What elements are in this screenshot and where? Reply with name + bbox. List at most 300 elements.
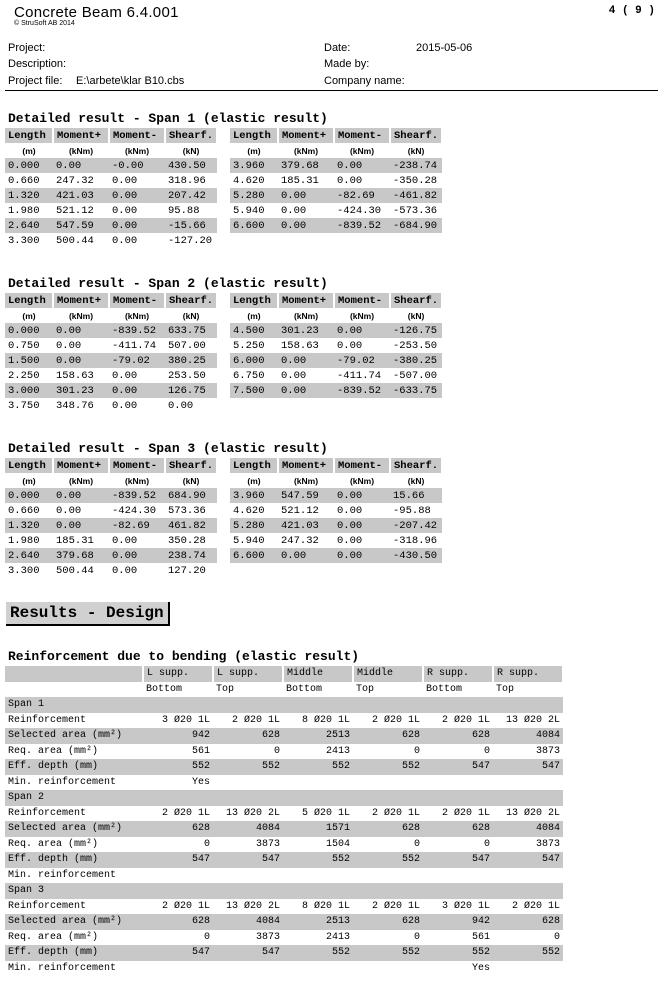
table-cell: 1504	[325, 838, 350, 850]
table-row	[5, 533, 217, 548]
table-row	[5, 188, 217, 203]
column-unit: (m)	[22, 145, 36, 156]
table-cell	[143, 868, 213, 884]
column-unit: (kNm)	[124, 475, 150, 486]
table-cell: 3.000	[5, 383, 53, 398]
table-cell: 0	[273, 745, 280, 757]
table-cell: 4.620	[233, 504, 265, 517]
table-cell: 0.000	[5, 158, 53, 173]
row-label: Selected area (mm²)	[5, 914, 143, 930]
table-cell: -633.75	[390, 383, 442, 398]
table-cell: 0.00	[109, 383, 165, 398]
table-cell: 552	[143, 759, 213, 775]
span-spacer	[353, 790, 423, 806]
table-row	[5, 338, 217, 353]
table-cell: 2 Ø20 1L	[371, 900, 420, 912]
table-cell: 0.00	[337, 534, 363, 547]
table-cell: 561	[191, 745, 210, 757]
column-header: L supp.	[213, 666, 283, 682]
company-label: Company name:	[324, 75, 405, 87]
table-cell: 461.82	[165, 518, 217, 533]
table-cell: 0.00	[53, 353, 109, 368]
table-row	[5, 383, 217, 398]
column-unit: (kN)	[182, 475, 200, 486]
column-unit: (kNm)	[124, 145, 150, 156]
row-label: Selected area (mm²)	[5, 728, 143, 744]
row-label: Reinforcement	[8, 900, 87, 912]
table-cell: 552	[353, 852, 423, 868]
table-cell: -253.50	[393, 339, 438, 352]
table-cell: 0.000	[5, 488, 53, 503]
date-value: 2015-05-06	[416, 42, 473, 54]
table-cell: -411.74	[337, 369, 382, 382]
table-cell: 15.66	[390, 488, 442, 503]
row-label: Eff. depth (mm)	[5, 945, 143, 961]
table-row	[5, 821, 563, 837]
table-cell: 628	[353, 914, 423, 930]
table-cell: 379.68	[53, 548, 109, 563]
table-cell: 0.00	[112, 174, 138, 187]
table-cell	[213, 775, 283, 791]
span-spacer	[493, 697, 563, 713]
description-label: Description:	[8, 58, 67, 70]
table-cell: 2 Ø20 1L	[511, 900, 560, 912]
row-label: Req. area (mm²)	[8, 838, 99, 850]
table-cell: 253.50	[168, 369, 206, 382]
span-1-left-table	[5, 128, 218, 248]
table-cell: 552	[213, 759, 283, 775]
column-unit: (kN)	[182, 145, 200, 156]
table-row	[5, 158, 217, 173]
table-row	[230, 203, 442, 218]
table-cell: 628	[353, 728, 423, 744]
column-header: Shearf.	[165, 458, 217, 473]
span-spacer	[353, 883, 423, 899]
column-unit: (kN)	[407, 145, 425, 156]
table-cell: 185.31	[56, 534, 94, 547]
column-header: Shearf.	[390, 293, 442, 308]
table-cell: 0	[413, 838, 420, 850]
table-cell: 0	[203, 931, 210, 943]
table-cell: -95.88	[393, 504, 431, 517]
table-row	[5, 323, 217, 338]
reinf-subheader-row	[5, 682, 563, 698]
span-spacer	[283, 697, 353, 713]
span-spacer	[423, 883, 493, 899]
table-cell: 421.03	[53, 188, 109, 203]
table-cell	[353, 961, 423, 977]
table-cell: 521.12	[281, 504, 319, 517]
span-3-title: Detailed result - Span 3 (elastic result)	[8, 441, 328, 456]
table-cell: 3.750	[8, 399, 40, 412]
table-cell: 547	[143, 945, 213, 961]
column-header: Moment-	[334, 293, 390, 308]
table-cell: 247.32	[281, 534, 319, 547]
column-header: Shearf.	[390, 458, 442, 473]
span-spacer	[423, 790, 493, 806]
page-number: 4 ( 9 )	[608, 5, 655, 17]
table-cell: 0.00	[337, 339, 363, 352]
table-cell: 2513	[283, 914, 353, 930]
table-cell: 3.960	[230, 158, 278, 173]
table-cell: -318.96	[393, 534, 438, 547]
table-row	[5, 353, 217, 368]
table-cell: 0.00	[168, 399, 194, 412]
span-header-row	[5, 883, 563, 899]
table-row	[230, 173, 442, 188]
table-cell: 301.23	[53, 383, 109, 398]
column-unit: (kNm)	[293, 310, 319, 321]
table-cell: 3873	[255, 931, 280, 943]
table-cell: 0.660	[8, 174, 40, 187]
table-cell: 1.980	[8, 534, 40, 547]
table-cell	[283, 961, 353, 977]
span-spacer	[493, 790, 563, 806]
table-cell: 0.00	[334, 548, 390, 563]
table-cell: 0.00	[109, 218, 165, 233]
table-row	[5, 563, 217, 578]
table-cell: 2 Ø20 1L	[371, 807, 420, 819]
span-name: Span 2	[5, 790, 143, 806]
reinforcement-table	[5, 666, 564, 976]
table-cell: 185.31	[281, 174, 319, 187]
span-2-title: Detailed result - Span 2 (elastic result)	[8, 276, 328, 291]
column-header: Moment+	[53, 458, 109, 473]
table-row	[230, 488, 442, 503]
table-cell: 0.00	[334, 158, 390, 173]
column-unit: (m)	[22, 310, 36, 321]
table-cell: -79.02	[334, 353, 390, 368]
table-cell: 547	[143, 852, 213, 868]
table-cell: 552	[493, 945, 563, 961]
span-1-title: Detailed result - Span 1 (elastic result)	[8, 111, 328, 126]
table-row	[5, 868, 563, 884]
table-cell: 421.03	[278, 518, 334, 533]
date-label: Date:	[324, 42, 351, 54]
row-label: Reinforcement	[8, 714, 87, 726]
table-cell: -380.25	[390, 353, 442, 368]
table-cell: 4.620	[233, 174, 265, 187]
table-row	[230, 368, 442, 383]
table-cell: 628	[423, 821, 493, 837]
span-spacer	[213, 790, 283, 806]
table-cell: 0.00	[56, 504, 82, 517]
span-3-right-table	[230, 458, 443, 563]
column-unit: (m)	[247, 310, 261, 321]
table-cell: 547	[423, 852, 493, 868]
table-cell: -350.28	[393, 174, 438, 187]
table-cell: 247.32	[56, 174, 94, 187]
table-row	[230, 383, 442, 398]
table-cell: 4084	[213, 914, 283, 930]
column-header: Length	[230, 458, 278, 473]
table-cell: 5.280	[230, 518, 278, 533]
table-cell: 628	[353, 821, 423, 837]
table-cell: 547.59	[53, 218, 109, 233]
table-cell: -839.52	[109, 323, 165, 338]
table-cell: 3873	[535, 838, 560, 850]
table-cell: 573.36	[168, 504, 206, 517]
table-cell	[423, 775, 493, 791]
table-cell: 0.00	[278, 383, 334, 398]
table-cell: 0.750	[8, 339, 40, 352]
table-cell: 0.00	[337, 504, 363, 517]
table-cell: 2 Ø20 1L	[441, 714, 490, 726]
column-header: Moment+	[278, 128, 334, 143]
table-cell: 942	[143, 728, 213, 744]
column-subheader: Bottom	[286, 683, 323, 695]
span-2-right-table	[230, 293, 443, 398]
table-row	[230, 533, 442, 548]
table-row	[5, 488, 217, 503]
table-cell: 552	[353, 945, 423, 961]
column-header: Moment-	[109, 128, 165, 143]
table-cell: 2.640	[5, 218, 53, 233]
table-cell: 4.500	[230, 323, 278, 338]
table-cell: 0.00	[278, 218, 334, 233]
column-unit: (kN)	[182, 310, 200, 321]
table-cell: 0.00	[53, 488, 109, 503]
table-cell: 1.980	[8, 204, 40, 217]
table-row	[5, 930, 563, 946]
table-cell: 547	[493, 759, 563, 775]
table-cell: -0.00	[109, 158, 165, 173]
column-header: Middle	[353, 666, 423, 682]
span-name: Span 3	[5, 883, 143, 899]
column-header: L supp.	[143, 666, 213, 682]
table-cell: -573.36	[393, 204, 438, 217]
table-row	[230, 188, 442, 203]
table-cell: 95.88	[168, 204, 200, 217]
table-cell: 4084	[213, 821, 283, 837]
column-header: Moment+	[53, 293, 109, 308]
table-cell: 5 Ø20 1L	[301, 807, 350, 819]
column-subheader: Bottom	[146, 683, 183, 695]
table-cell: 0.00	[53, 158, 109, 173]
column-header: Moment-	[109, 458, 165, 473]
span-3-left-table	[5, 458, 218, 578]
table-row	[5, 548, 217, 563]
table-cell: 2 Ø20 1L	[161, 807, 210, 819]
table-cell: 0.00	[112, 564, 138, 577]
table-cell: 1.500	[5, 353, 53, 368]
row-label: Min. reinforcement	[8, 869, 117, 881]
table-cell: 5.940	[233, 204, 265, 217]
table-cell: 13 Ø20 2L	[505, 714, 560, 726]
table-cell: 0.00	[278, 548, 334, 563]
table-cell: -127.20	[168, 234, 213, 247]
table-row	[5, 203, 217, 218]
table-cell: 547	[493, 852, 563, 868]
table-cell: 1571	[283, 821, 353, 837]
table-cell: -79.02	[109, 353, 165, 368]
column-header: R supp.	[493, 666, 563, 682]
table-cell: 0.00	[112, 234, 138, 247]
table-row	[230, 518, 442, 533]
table-cell: 379.68	[278, 158, 334, 173]
table-cell	[283, 868, 353, 884]
table-cell: 507.00	[168, 339, 206, 352]
column-unit: (m)	[247, 475, 261, 486]
table-cell: 13 Ø20 2L	[225, 807, 280, 819]
row-label: Eff. depth (mm)	[5, 759, 143, 775]
column-unit: (kNm)	[68, 475, 94, 486]
column-header: Moment-	[109, 293, 165, 308]
table-cell: 684.90	[165, 488, 217, 503]
table-row	[5, 503, 217, 518]
table-cell: -15.66	[165, 218, 217, 233]
table-cell: 301.23	[278, 323, 334, 338]
table-cell: 3 Ø20 1L	[161, 714, 210, 726]
table-cell: 0.00	[112, 534, 138, 547]
column-header: Length	[230, 293, 278, 308]
table-row	[5, 914, 563, 930]
table-cell: 3873	[535, 745, 560, 757]
row-label: Req. area (mm²)	[8, 745, 99, 757]
table-cell: 5.250	[233, 339, 265, 352]
span-spacer	[143, 790, 213, 806]
table-cell: 0	[483, 838, 490, 850]
span-spacer	[143, 697, 213, 713]
table-cell: 0.660	[8, 504, 40, 517]
table-cell: -839.52	[334, 218, 390, 233]
column-header: Shearf.	[390, 128, 442, 143]
table-row	[5, 368, 217, 383]
table-cell: 380.25	[165, 353, 217, 368]
table-cell	[213, 868, 283, 884]
table-cell: -424.30	[112, 504, 157, 517]
table-cell: 3873	[255, 838, 280, 850]
table-cell: 2.250	[8, 369, 40, 382]
table-cell: Yes	[471, 962, 490, 974]
table-cell: 2 Ø20 1L	[371, 714, 420, 726]
table-cell: 0.00	[109, 188, 165, 203]
span-header-row	[5, 697, 563, 713]
table-cell: 547	[213, 945, 283, 961]
table-cell: -839.52	[109, 488, 165, 503]
span-header-row	[5, 790, 563, 806]
table-cell: 1.320	[5, 518, 53, 533]
table-cell: 628	[423, 728, 493, 744]
table-cell: 0	[203, 838, 210, 850]
column-header: Length	[5, 293, 53, 308]
column-unit: (m)	[247, 145, 261, 156]
table-cell: 0	[553, 931, 560, 943]
project-file-value: E:\arbete\klar B10.cbs	[76, 75, 185, 87]
table-cell: 552	[283, 852, 353, 868]
table-cell: 0.00	[281, 369, 307, 382]
table-cell: 5.280	[230, 188, 278, 203]
table-row	[230, 503, 442, 518]
column-header: R supp.	[423, 666, 493, 682]
table-row	[5, 713, 563, 729]
table-cell: 628	[493, 914, 563, 930]
table-row	[230, 548, 442, 563]
table-cell: -82.69	[109, 518, 165, 533]
table-cell: 6.600	[230, 548, 278, 563]
table-cell: 430.50	[165, 158, 217, 173]
span-spacer	[423, 697, 493, 713]
table-row	[230, 338, 442, 353]
column-subheader: Top	[356, 683, 375, 695]
table-cell: 2413	[325, 745, 350, 757]
row-label: Req. area (mm²)	[8, 931, 99, 943]
table-cell: 3.300	[8, 234, 40, 247]
reinforcement-title: Reinforcement due to bending (elastic result)	[8, 649, 360, 664]
table-row	[5, 961, 563, 977]
table-row	[5, 806, 563, 822]
table-cell: 561	[471, 931, 490, 943]
span-1-right-table	[230, 128, 443, 233]
header-spacer	[5, 666, 143, 682]
table-cell: -839.52	[334, 383, 390, 398]
column-header: Length	[230, 128, 278, 143]
table-row	[230, 158, 442, 173]
span-name: Span 1	[5, 697, 143, 713]
span-spacer	[283, 883, 353, 899]
table-cell: 521.12	[56, 204, 94, 217]
table-cell: 2 Ø20 1L	[161, 900, 210, 912]
table-cell: 158.63	[281, 339, 319, 352]
table-cell: 13 Ø20 2L	[225, 900, 280, 912]
table-row	[230, 353, 442, 368]
column-unit: (kNm)	[349, 145, 375, 156]
table-cell	[493, 961, 563, 977]
table-cell	[493, 868, 563, 884]
table-row	[5, 945, 563, 961]
column-header: Moment+	[278, 458, 334, 473]
table-row	[5, 518, 217, 533]
table-cell: -430.50	[390, 548, 442, 563]
table-cell: 3.300	[8, 564, 40, 577]
table-cell: 3 Ø20 1L	[441, 900, 490, 912]
table-cell: 0.00	[337, 174, 363, 187]
table-cell	[283, 775, 353, 791]
table-cell: 552	[283, 945, 353, 961]
column-unit: (kNm)	[68, 310, 94, 321]
table-row	[5, 398, 217, 413]
table-row	[5, 173, 217, 188]
table-cell: 5.940	[233, 534, 265, 547]
table-cell: -507.00	[393, 369, 438, 382]
table-row	[5, 233, 217, 248]
column-unit: (kN)	[407, 475, 425, 486]
column-unit: (kNm)	[68, 145, 94, 156]
table-cell: 942	[423, 914, 493, 930]
table-cell: 0.00	[53, 323, 109, 338]
column-header: Moment+	[278, 293, 334, 308]
column-header: Moment-	[334, 128, 390, 143]
row-label: Reinforcement	[8, 807, 87, 819]
table-cell: 2 Ø20 1L	[231, 714, 280, 726]
table-cell: 0.00	[112, 369, 138, 382]
table-cell: 7.500	[230, 383, 278, 398]
table-cell: 628	[143, 821, 213, 837]
table-cell: 4084	[493, 728, 563, 744]
row-label: Eff. depth (mm)	[5, 852, 143, 868]
table-cell: 8 Ø20 1L	[301, 900, 350, 912]
reinf-header-row	[5, 666, 563, 682]
table-cell: 500.44	[56, 564, 94, 577]
table-cell: 0.00	[109, 548, 165, 563]
span-spacer	[493, 883, 563, 899]
table-cell: 0.000	[5, 323, 53, 338]
table-cell: 0.00	[53, 518, 109, 533]
table-cell: 1.320	[5, 188, 53, 203]
table-row	[5, 728, 563, 744]
column-subheader: Top	[216, 683, 235, 695]
column-unit: (kNm)	[124, 310, 150, 321]
